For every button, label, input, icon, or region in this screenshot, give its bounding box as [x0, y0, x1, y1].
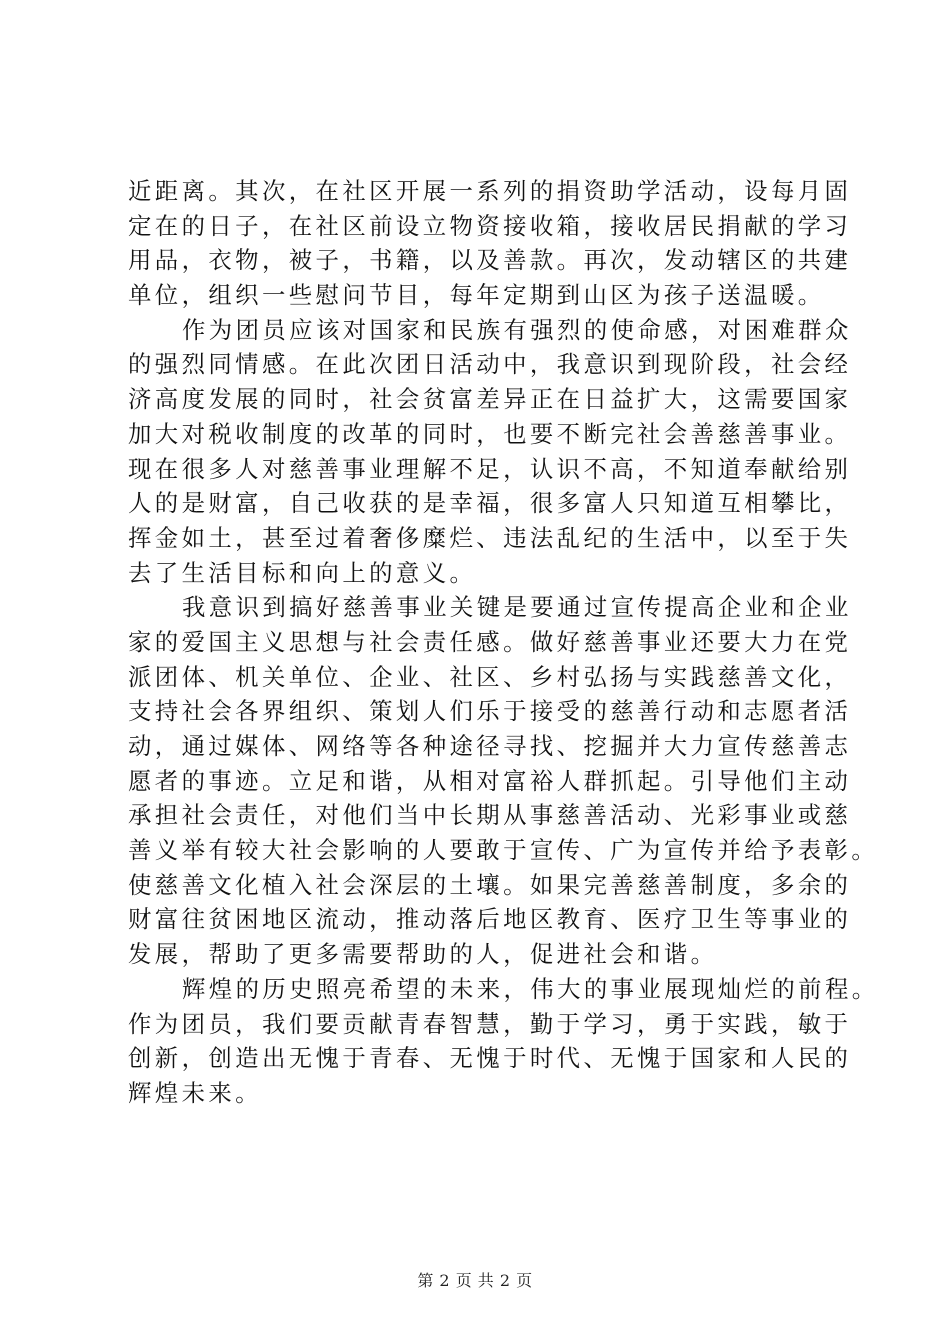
text-line: 辉煌的历史照亮希望的未来，伟大的事业展现灿烂的前程。 — [182, 974, 879, 1003]
text-line: 愿者的事迹。立足和谐，从相对富裕人群抓起。引导他们主动 — [128, 766, 852, 795]
paragraph — [128, 174, 852, 313]
text-line: 使慈善文化植入社会深层的土壤。如果完善慈善制度，多余的 — [128, 870, 852, 899]
text-line: 近距离。其次，在社区开展一系列的捐资助学活动，设每月固 — [128, 177, 852, 205]
text-line: 动，通过媒体、网络等各种途径寻找、挖掘并大力宣传慈善志 — [128, 732, 852, 760]
document-body — [128, 174, 879, 1111]
text-line: 支持社会各界组织、策划人们乐于接受的慈善行动和志愿者活 — [128, 697, 852, 726]
text-line: 我意识到搞好慈善事业关键是要通过宣传提高企业和企业 — [182, 593, 852, 622]
paragraph — [128, 972, 879, 1111]
paragraph — [128, 590, 879, 972]
page-footer: 第 2 页 共 2 页 — [417, 1271, 533, 1290]
text-line: 派团体、机关单位、企业、社区、乡村弘扬与实践慈善文化， — [128, 662, 852, 691]
text-line: 单位，组织一些慰问节目，每年定期到山区为孩子送温暖。 — [128, 281, 825, 310]
text-line: 用品，衣物，被子，书籍，以及善款。再次，发动辖区的共建 — [128, 246, 852, 275]
text-line: 现在很多人对慈善事业理解不足，认识不高，不知道奉献给别 — [128, 454, 852, 483]
text-line: 辉煌未来。 — [128, 1078, 262, 1107]
text-line: 善义举有较大社会影响的人要敢于宣传、广为宣传并给予表彰。 — [128, 836, 879, 865]
text-line: 人的是财富，自己收获的是幸福，很多富人只知道互相攀比， — [128, 489, 852, 518]
paragraph — [128, 313, 852, 591]
text-line: 作为团员应该对国家和民族有强烈的使命感，对困难群众 — [182, 315, 852, 344]
text-line: 济高度发展的同时，社会贫富差异正在日益扩大，这需要国家 — [128, 385, 852, 414]
text-line: 挥金如土，甚至过着奢侈糜烂、违法乱纪的生活中，以至于失 — [128, 523, 852, 552]
text-line: 财富往贫困地区流动，推动落后地区教育、医疗卫生等事业的 — [128, 905, 852, 934]
text-line: 的强烈同情感。在此次团日活动中，我意识到现阶段，社会经 — [128, 350, 852, 379]
text-line: 去了生活目标和向上的意义。 — [128, 558, 477, 587]
text-line: 承担社会责任，对他们当中长期从事慈善活动、光彩事业或慈 — [128, 801, 852, 830]
text-line: 创新，创造出无愧于青春、无愧于时代、无愧于国家和人民的 — [128, 1044, 852, 1073]
text-line: 家的爱国主义思想与社会责任感。做好慈善事业还要大力在党 — [128, 627, 852, 656]
text-line: 作为团员，我们要贡献青春智慧，勤于学习，勇于实践，敏于 — [128, 1009, 852, 1038]
text-line: 加大对税收制度的改革的同时，也要不断完社会善慈善事业。 — [128, 419, 852, 448]
text-line: 定在的日子，在社区前设立物资接收箱，接收居民捐献的学习 — [128, 211, 852, 240]
text-line: 发展，帮助了更多需要帮助的人，促进社会和谐。 — [128, 940, 718, 969]
